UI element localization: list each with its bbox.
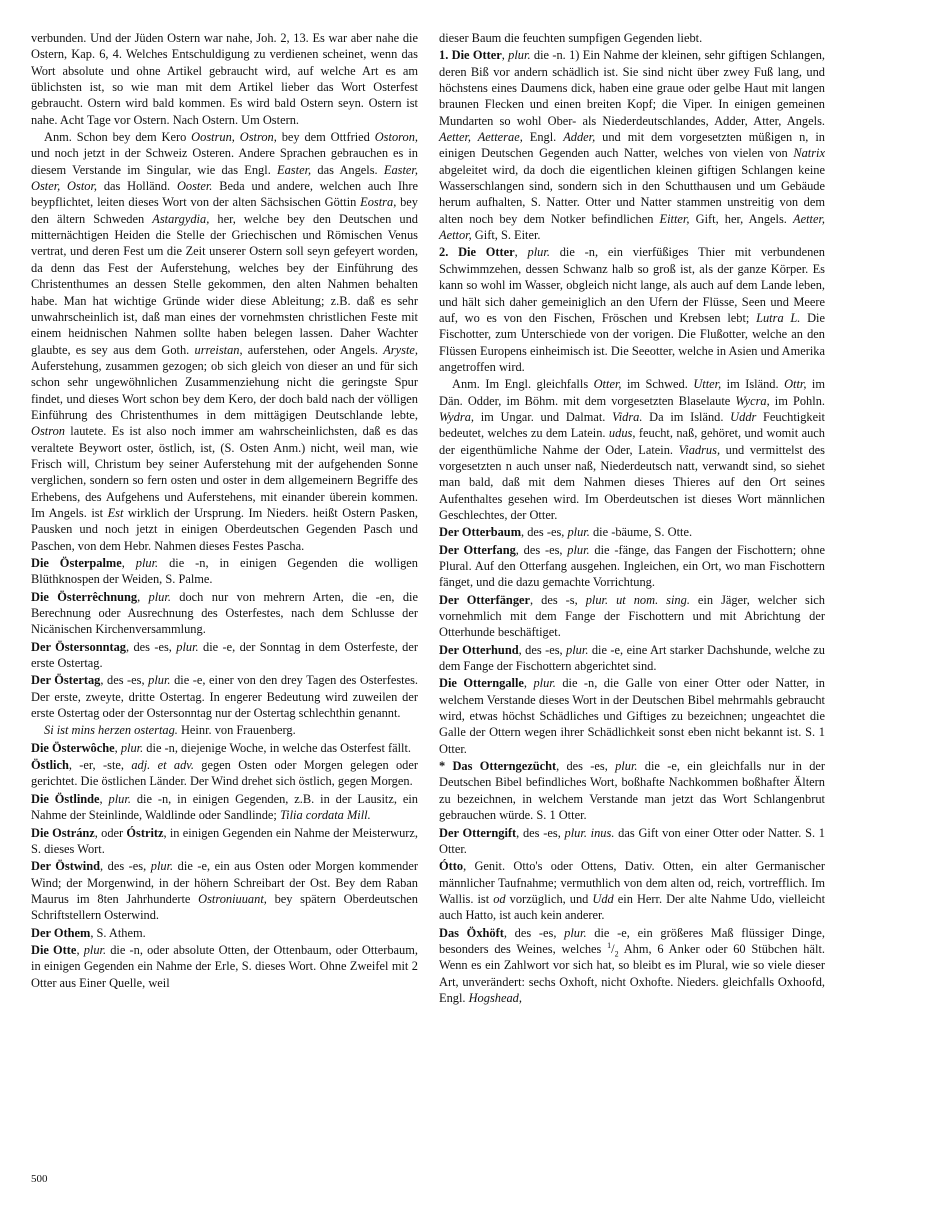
entry-text: , — [514, 245, 528, 260]
continued-text — [439, 30, 825, 46]
headword: Das Öxhöft — [439, 925, 504, 940]
fraction: $^1/_2$ — [607, 940, 619, 959]
headword: 2. Die Otter — [439, 245, 515, 260]
entry-text: Anm. Schon bey dem Kero — [44, 130, 192, 145]
entry-text: dieser Baum die feuchten sumpfigen Gegenden liebt. — [439, 31, 703, 45]
entry-text: her, welche bey den Deutschen und mitternächtigen Heiden die Stelle der Griechischen und Römischen Venus vertrat, und deren Fest um die Zeit unserer Ostern soll seyn gefeyert worden, da denn das Fest der Auferstehung, welches bey der Einführung des Christenthumes an dessen Stelle gekommen, den alten Nahmen behalten habe. Man hat wichtige Gründe wider diese Ableitung; z.B. daß es sehr unwahrscheinlich ist, daß man eines der vornehmsten christlichen Feste mit einem heidnischen Nahmen sollte haben belegen lassen. Daher Wachter glaubte, es sey aus dem Goth. — [31, 211, 418, 357]
italic-term: Vidra. — [612, 409, 643, 424]
italic-term: Otter, — [593, 377, 622, 392]
entry-text: , — [137, 589, 149, 604]
entry-text: , Genit. Otto's oder Ottens, Dativ. Otten, ein alter Germanischer männlicher Taufnahme; vermuthlich von dem alten od, reich, vortrefflich. Im Wallis. ist — [439, 859, 825, 906]
dictionary-entry — [31, 740, 418, 756]
entry-text: Beda und andere, welchen auch Ihre beypflichtet, leiten dieses Wort von der alten Sächsischen Göttin — [31, 179, 418, 210]
italic-term: plur. — [120, 740, 144, 755]
italic-term: plur. — [83, 942, 107, 957]
entry-text: die -e, eine Art starker Dachshunde, welche zu dem Fange der Fischottern abgerichtet sind. — [439, 642, 825, 674]
headword: Die Östlinde — [31, 791, 100, 806]
headword: Die Otte — [31, 942, 77, 957]
right-column — [439, 30, 825, 1007]
entry-text: , des -es, — [503, 925, 565, 940]
entry-text: im Isländ. — [721, 377, 785, 392]
headword: Die Österrêchnung — [31, 589, 138, 604]
italic-term: Aetter, Aetterae, — [439, 130, 523, 145]
headword: Die Österpalme — [31, 556, 122, 570]
entry-text: , -er, -ste, — [68, 758, 132, 773]
italic-term: Wycra, — [735, 393, 770, 408]
italic-term: plur. — [527, 245, 550, 260]
italic-term: Easter, Oster, Ostor, — [31, 162, 418, 194]
entry-text: im Dän. Odder, im Böhm. mit dem vorgesetzten Blaselaute — [439, 377, 825, 408]
dictionary-entry — [439, 592, 825, 641]
italic-term: Aryste, — [383, 342, 418, 357]
entry-text: feucht, naß, gehöret, und womit auch der eigenthümliche Nahme der Oder, Latein. — [439, 426, 825, 457]
entry-text: , des -es, — [516, 825, 565, 840]
italic-term: plur. — [615, 759, 638, 774]
entry-text: Gift, S. Eiter. — [471, 228, 541, 243]
headword: Der Otterbaum — [439, 525, 522, 540]
italic-term: Oostrun, Ostron, — [191, 130, 277, 145]
entry-text: Feuchtigkeit bedeutet, welches zu dem Latein. — [439, 409, 825, 441]
entry-text: , des -es, — [518, 642, 567, 657]
dictionary-entry — [31, 791, 418, 824]
dictionary-entry — [31, 639, 418, 672]
dictionary-entry — [439, 524, 825, 540]
dictionary-entry — [439, 758, 825, 823]
entry-text: im Pohln. — [769, 393, 825, 408]
headword: Die Otterngalle — [439, 676, 524, 691]
entry-text: und noch jetzt in der Schweiz Osteren. Andere Sprachen gebrauchen es in diesem Verstande im Singular, wie das Engl. — [31, 146, 418, 177]
italic-term: Tilia cordata Mill. — [279, 808, 371, 823]
entry-text: , des -es, — [100, 673, 149, 688]
headword: Der Östwind — [31, 859, 101, 874]
dictionary-entry — [31, 942, 418, 991]
dictionary-entry — [439, 925, 825, 1007]
entry-text: die -e, ein aus Osten oder Morgen kommender Wind; der Morgenwind, in der höhern Schreibart der Ost. Bey dem Raban Maurus im 8ten Jahrhunderte — [31, 859, 418, 906]
entry-text: , des -es, — [515, 542, 568, 557]
entry-text: , des -s, — [530, 592, 586, 607]
headword: Der Othem — [31, 925, 91, 940]
headword: Der Östersonntag — [31, 639, 126, 654]
entry-text: wirklich der Ursprung. Im Nieders. heißt Ostern Pasken, Pausken und noch jetzt in einigen Oberdeutschen Gegenden Pasch und Paschen, von dem Hebr. Nahmen dieses Festes Pascha. — [31, 505, 419, 553]
dictionary-entry — [31, 555, 418, 588]
entry-text: und mit dem vorgesetzten müßigen n, in einigen Deutschen Gegenden auch Natter, welches von vielen von — [439, 130, 825, 161]
entry-text: die -e, der Sonntag in dem Osterfeste, der erste Ostertag. — [31, 639, 418, 671]
italic-term: Ostroniuuant, — [198, 891, 267, 906]
italic-term: Ooster. — [176, 179, 213, 194]
left-column — [31, 30, 418, 992]
italic-term: plur. ut nom. sing. — [585, 592, 690, 607]
entry-text: das Holländ. — [97, 179, 177, 194]
italic-term: Ottr, — [784, 377, 807, 392]
dictionary-entry — [439, 825, 825, 858]
italic-term: udus, — [608, 426, 636, 441]
entry-text: und vermittelst des vorgesetzten n auch unser naß, Niederdeutsch natt, verwandt sind, so siehet man bald, daß mit dem Nahmen dieses Thieres auf den Ort seines Aufenthaltes gesehen wird. Im Oberdeutschen ist dieses Wort männlichen Geschlechtes, der Otter. — [439, 442, 825, 522]
entry-text: lautete. Es ist also noch immer am wahrscheinlichsten, daß es das veraltete Beywort oster, östlich, ist, (S. Osten Anm.) nicht, weil man, wie Frisch will, Christum bey seiner Auferstehung mit der aufgehenden Sonne verglichen, sondern so fern osten und oster in dem allgemeinern Begriffe des Erhebens, des Aufgehens und Auferstehens, mit einander überein kommen. Im Angels. ist — [31, 424, 418, 520]
entry-text: die -n, in einigen Gegenden, z.B. in der Lausitz, ein Nahme der Steinlinde, Waldlinde oder Sandlinde; — [31, 791, 418, 823]
dictionary-entry — [439, 642, 825, 675]
italic-term: Adder, — [563, 130, 596, 145]
italic-term: urreistan, — [194, 342, 243, 357]
italic-term: plur. — [564, 925, 587, 940]
entry-text: die -fänge, das Fangen der Fischottern; ohne Plural. Auf den Otterfang ausgehen. Ingleichen, ein Ort, wo man Fischottern fänget, und die dazu gemachte Vorrichtung. — [439, 542, 826, 590]
entry-text: die -e, ein gleichfalls nur in der Deutschen Bibel befindliches Wort, boßhafte Nachkommen boßhafter Ältern zu bezeichnen, in welchem Verstande man jetzt das Wort Schlangenbrut gebrauchen würde. S. 1 Otter. — [439, 759, 826, 823]
entry-text: Engl. — [522, 130, 564, 145]
entry-text: Gift, her, Angels. — [689, 211, 794, 226]
italic-term: plur. — [108, 791, 131, 806]
dictionary-entry — [439, 244, 825, 375]
italic-term: Easter, — [277, 162, 312, 177]
entry-text: vorzüglich, und — [505, 891, 593, 906]
entry-text: , S. Athem. — [90, 925, 146, 940]
entry-text: gegen Osten oder Morgen gelegen oder gerichtet. Die östlichen Länder. Der Wind drehet sich östlich, gegen Morgen. — [31, 758, 418, 789]
italic-term: adj. et adv. — [131, 758, 194, 773]
dictionary-entry — [439, 675, 825, 757]
dictionary-entry — [31, 672, 418, 721]
annotation-paragraph — [31, 129, 418, 554]
dictionary-entry — [31, 925, 418, 941]
page-number: 500 — [31, 1173, 48, 1185]
entry-text: Heinr. von Frauenberg. — [177, 723, 296, 738]
headword: Der Otterfang — [439, 542, 516, 557]
entry-text: , — [99, 791, 109, 806]
italic-term: plur. — [148, 589, 171, 604]
entry-text: , des -es, — [100, 859, 151, 874]
entry-text: , — [114, 740, 121, 755]
continued-text — [31, 30, 418, 128]
italic-term: Ostron — [31, 424, 65, 439]
headword: Die Österwôche — [31, 740, 115, 755]
italic-term: Hogshead, — [468, 990, 522, 1005]
entry-text: Die Fischotter, zum Unterschiede von der vorigen. Die Flußotter, welche an den Flüssen Europens einheimisch ist. Die Seeotter, welche in Asien und Amerika angetroffen wird. — [439, 310, 825, 374]
italic-term: Udd — [592, 891, 614, 906]
entry-text: bey spätern Oberdeutschen Schriftstellern Osterwind. — [31, 891, 418, 923]
italic-term: Uddr — [730, 409, 757, 424]
italic-term: plur. — [567, 525, 590, 540]
italic-term: plur. — [135, 556, 159, 570]
italic-term: Wydra, — [439, 409, 474, 424]
entry-text: die -e, ein größeres Maß flüssiger Dinge, besonders des Weines, welches — [439, 925, 825, 956]
italic-term: plur. — [567, 542, 590, 557]
italic-term: Lutra L. — [756, 310, 801, 325]
headword: Der Otterngift — [439, 825, 517, 840]
italic-term: Astargydia, — [152, 211, 210, 226]
italic-term: plur. — [566, 642, 589, 657]
dictionary-entry — [439, 858, 825, 923]
entry-text: das Gift von einer Otter oder Natter. S. 1 Otter. — [439, 825, 825, 856]
entry-text: , des -es, — [556, 759, 616, 774]
italic-term: plur. — [148, 673, 171, 688]
italic-term: plur. — [176, 639, 199, 654]
dictionary-entry — [31, 757, 418, 790]
entry-text: die -n. 1) Ein Nahme der kleinen, sehr giftigen Schlangen, deren Biß vor andern schädlich ist. Sie sind nicht über zwey Fuß lang, und höchstens eines Daumens dick, haben eine graue oder gelbe Haut mit langen braunen Flecken und einen breiten Kopf; die Viper. In einigen gemeinen Mundarten so wohl Ober- als Niederdeutschlandes, Adder, Atter, Angels. — [439, 48, 825, 128]
italic-term: plur. inus. — [564, 825, 615, 840]
entry-text: bey den ältern Schweden — [31, 195, 418, 226]
entry-text: , in einigen Gegenden ein Nahme der Meisterwurz, S. dieses Wort. — [31, 825, 419, 856]
entry-text: , — [501, 48, 509, 63]
italic-term: Ostoron, — [374, 130, 418, 145]
entry-text: Auferstehung, zusammen gezogen; ob sich gleich von dieser an und für sich schon sehr ungewöhnlichen Zusammenziehung nicht die geringste Spur findet, und dieses Wort schon bey dem Kero, der doch bald nach der völligen Einführung des Christenthumes in dem mittägigen Deutschlande lebte, — [31, 358, 418, 422]
entry-text: die -e, einer von den drey Tagen des Osterfestes. Der erste, zweyte, dritte Ostertag. In engerer Bedeutung wird zuweilen der erste Ostertag oder der Ostersonntag nur der Ostertag schlechthin genannt. — [31, 673, 418, 721]
entry-text: , — [76, 942, 84, 957]
headword: Der Otterhund — [439, 642, 519, 657]
entry-text: die -n, in einigen Gegenden die wolligen Blüthknospen der Weiden, S. Palme. — [31, 556, 418, 587]
entry-text: verbunden. Und der Jüden Ostern war nahe, Joh. 2, 13. Es war aber nahe die Ostern, Kap. 6, 4. Welches Entschuldigung zu verdienen scheinet, wenn das Wort absolute und ohne Artikel gebraucht wird, auf welche Art es am üblichsten ist, so wie man mit dem Artikel lieber das Wort Osterfest gebraucht. Ostern wird bald kommen. Es wird bald Ostern seyn. Ostern ist nahe. Acht Tage vor Ostern. Nach Ostern. Um Ostern. — [31, 31, 418, 127]
dictionary-entry — [31, 825, 418, 858]
dictionary-entry — [31, 858, 418, 923]
headword: Die Ostránz — [31, 825, 95, 840]
entry-text: Ahm, 6 Anker oder 60 Stübchen hält. Wenn es ein Zahlwort vor sich hat, so bleibt es im Plural, wie so viele dieser Art, unverändert: sechs Oxhoft, nicht Oxhofte. Nieders. gleichfalls Oxhoofd, Engl. — [439, 941, 825, 1005]
entry-text: , — [121, 556, 136, 570]
annotation-paragraph — [439, 376, 825, 523]
italic-term: Utter, — [693, 377, 722, 392]
entry-text: ein Jäger, welcher sich vornehmlich mit dem Fange der Fischottern und mit Abrichtung der Otterhunde beschäftiget. — [439, 592, 825, 640]
dictionary-entry — [439, 542, 825, 591]
entry-text: , des -es, — [521, 525, 568, 540]
quotation-line — [31, 722, 418, 738]
italic-term: Viadrus, — [678, 442, 721, 457]
entry-text: das Angels. — [311, 162, 384, 177]
entry-text: , oder — [94, 825, 127, 840]
headword: Ótto — [439, 859, 464, 874]
entry-text: im Schwed. — [621, 377, 694, 392]
entry-text: , — [523, 676, 534, 691]
headword: Der Otterfänger — [439, 592, 531, 607]
entry-text: die -n, oder absolute Otten, der Ottenbaum, oder Otterbaum, in einigen Gegenden ein Nahme der Erle, S. dieses Wort. Ohne Zweifel mit 2 Otter aus Einer Quelle, weil — [31, 942, 418, 990]
entry-text: ein Herr. Der alte Nahme Udo, vielleicht auch Hatto, ist auch kein anderer. — [439, 891, 826, 923]
entry-text: im Ungar. und Dalmat. — [474, 409, 613, 424]
italic-term: plur. — [508, 48, 531, 63]
italic-term: Eitter, — [659, 211, 690, 226]
entry-text: doch nur von mehrern Arten, die -en, die Berechnung oder Ausrechnung des Osterfestes, nach dem Schlusse der Nicänischen Kirchenversammlung. — [31, 589, 418, 637]
italic-term: plur. — [150, 859, 174, 874]
dictionary-entry — [31, 589, 418, 638]
headword: * Das Otterngezücht — [439, 759, 557, 774]
italic-term: Aetter, Aettor, — [439, 211, 826, 243]
entry-text: die -n, diejenige Woche, in welche das Osterfest fällt. — [143, 740, 412, 755]
italic-term: Natrix — [793, 146, 825, 161]
entry-text: die -n, die Galle von einer Otter oder Natter, in welchem Verstande dieses Wort in der Deutschen Bibel mehrmahls gebraucht wird, etwas höchst Schädliches und Giftiges zu bezeichnen; ungeachtet die Galle der Ottern wegen ihrer Schädlichkeit sonst eben nicht bekannt ist. S. 1 Otter. — [439, 676, 825, 756]
italic-term: Est — [107, 505, 124, 520]
headword: Östlich — [31, 758, 69, 773]
entry-text: , des -es, — [126, 639, 177, 654]
headword: Óstritz — [126, 825, 164, 840]
entry-text: Da im Isländ. — [642, 409, 731, 424]
headword: Der Östertag — [31, 673, 101, 688]
italic-term: od — [493, 891, 506, 906]
entry-text: bey dem Ottfried — [276, 130, 375, 145]
headword: 1. Die Otter — [439, 48, 502, 63]
italic-term: Si ist mins herzen ostertag. — [44, 723, 178, 738]
italic-term: plur. — [533, 676, 556, 691]
entry-text: die -n, ein vierfüßiges Thier mit verbundenen Schwimmzehen, dessen Schwanz halb so groß ist, als der ganze Körper. Es kann so wohl im Wasser, obgleich nicht lange, als auch auf dem Lande leben, und hält sich daher gemeiniglich an den Ufern der Flüsse, Seen und Meere auf, wo es von den Fischen, Fröschen und Krebsen lebt; — [439, 245, 825, 325]
entry-text: auferstehen, oder Angels. — [242, 342, 384, 357]
entry-text: Anm. Im Engl. gleichfalls — [452, 377, 594, 392]
dictionary-entry — [439, 47, 825, 243]
entry-text: die -bäume, S. Otte. — [589, 525, 693, 540]
entry-text: abgeleitet wird, da doch die eigentlichen kleinen giftigen Schlangen keine Wasserschlangen sind, sondern sich in den Schutthausen und um Gebäude herum aufhalten, S. Natter. Otter und Natter stammen unstreitig von dem alten noch bey dem Notker befindlichen — [439, 162, 825, 226]
italic-term: Eostra, — [360, 195, 397, 210]
